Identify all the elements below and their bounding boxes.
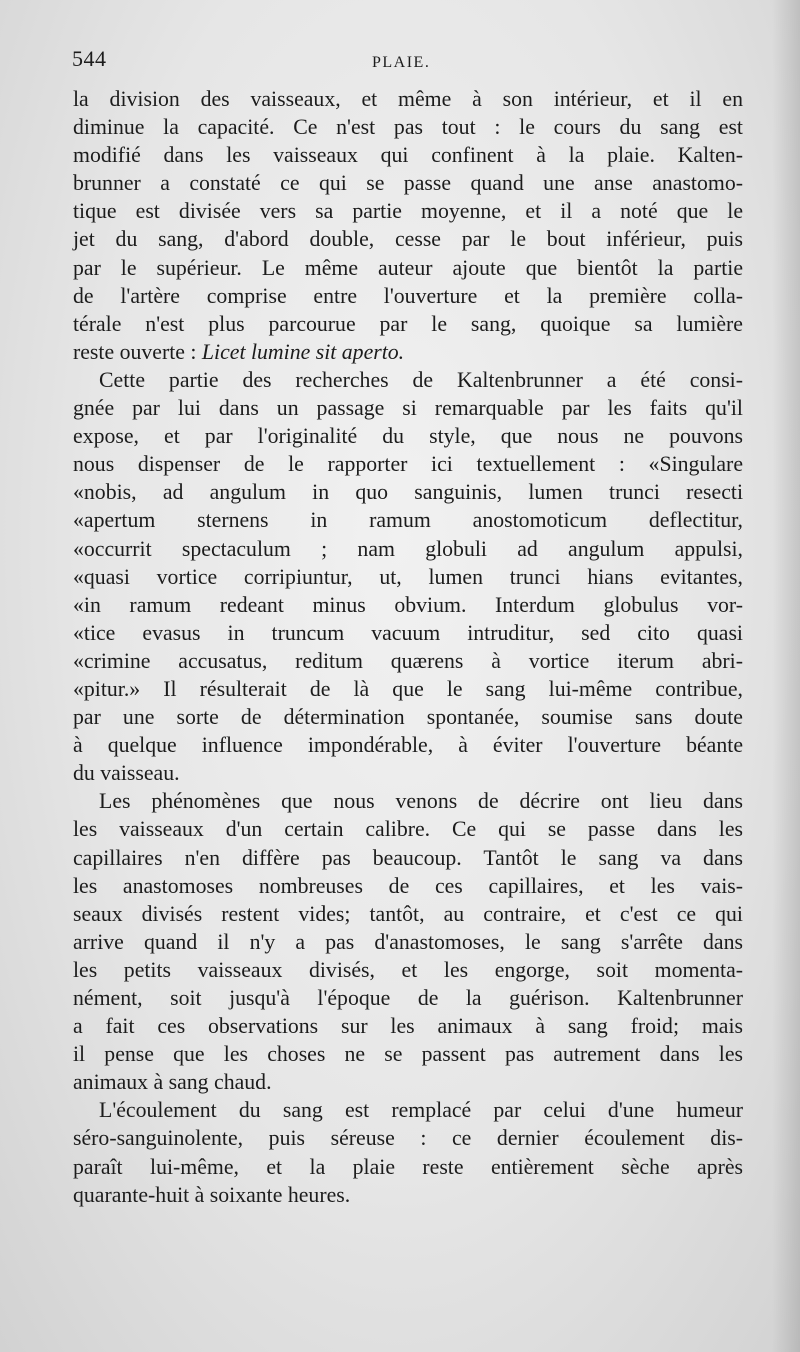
text-line: les anastomoses nombreuses de ces capillaires, et les vais- [73, 873, 743, 898]
text-line: a fait ces observations sur les animaux à sang froid; mais [73, 1014, 743, 1039]
latin-quotation: Licet lumine sit aperto. [201, 339, 405, 364]
text-line: L'écoulement du sang est remplacé par celui d'une humeur [99, 1098, 743, 1123]
text-line: «tice evasus in truncum vacuum intruditur, sed cito quasi [73, 620, 743, 645]
text-line: animaux à sang chaud. [73, 1070, 272, 1095]
paragraph-2 [73, 366, 743, 787]
paragraph-1 [73, 85, 743, 366]
text-line: Les phénomènes que nous venons de décrire ont lieu dans [99, 789, 743, 814]
text-line: les vaisseaux d'un certain calibre. Ce qui se passe dans les [73, 817, 743, 842]
text-line: diminue la capacité. Ce n'est pas tout : le cours du sang est [73, 115, 743, 140]
page-edge-shadow [772, 0, 800, 1352]
text-line: à quelque influence impondérable, à éviter l'ouverture béante [73, 733, 743, 758]
text-line: capillaires n'en diffère pas beaucoup. Tantôt le sang va dans [73, 845, 743, 870]
text-line: Cette partie des recherches de Kaltenbrunner a été consi- [99, 367, 743, 392]
body-text [73, 85, 743, 1209]
text-line: «nobis, ad angulum in quo sanguinis, lumen trunci resecti [73, 480, 743, 505]
text-line: «quasi vortice corripiuntur, ut, lumen trunci hians evitantes, [73, 564, 743, 589]
text-line: quarante-huit à soixante heures. [73, 1182, 351, 1207]
text-line: il pense que les choses ne se passent pas autrement dans les [73, 1042, 743, 1067]
text-line: arrive quand il n'y a pas d'anastomoses, le sang s'arrête dans [73, 929, 743, 954]
page-number: 544 [72, 46, 107, 71]
text-line: «crimine accusatus, reditum quærens à vortice iterum abri- [73, 648, 743, 673]
text-line: térale n'est plus parcourue par le sang, quoique sa lumière [73, 311, 743, 336]
text-line: du vaisseau. [73, 761, 180, 786]
text-line: modifié dans les vaisseaux qui confinent à la plaie. Kalten- [73, 143, 743, 168]
text-line: séro-sanguinolente, puis séreuse : ce dernier écoulement dis- [73, 1126, 743, 1151]
text-line: paraît lui-même, et la plaie reste entièrement sèche après [73, 1154, 743, 1179]
paragraph-3 [73, 787, 743, 1096]
text-line [73, 338, 743, 366]
text-line: la division des vaisseaux, et même à son intérieur, et il en [73, 87, 743, 111]
text-line: «in ramum redeant minus obvium. Interdum globulus vor- [73, 592, 743, 617]
text-line: de l'artère comprise entre l'ouverture et la première colla- [73, 283, 743, 308]
text-line: tique est divisée vers sa partie moyenne, et il a noté que le [73, 199, 743, 224]
paragraph-4 [73, 1096, 743, 1208]
text-line: gnée par lui dans un passage si remarquable par les faits qu'il [73, 396, 743, 421]
text-line: nous dispenser de le rapporter ici textuellement : «Singulare [73, 452, 743, 477]
running-head: PLAIE. [372, 54, 431, 71]
text-line: les petits vaisseaux divisés, et les engorge, soit momenta- [73, 957, 743, 982]
text-line: «apertum sternens in ramum anostomoticum deflectitur, [73, 508, 743, 533]
text-line: «pitur.» Il résulterait de là que le sang lui-même contribue, [73, 676, 743, 701]
page-header [72, 46, 742, 76]
text-line: seaux divisés restent vides; tantôt, au contraire, et c'est ce qui [73, 901, 743, 926]
text-line: nément, soit jusqu'à l'époque de la guérison. Kaltenbrunner [73, 986, 743, 1010]
text-line: expose, et par l'originalité du style, que nous ne pouvons [73, 424, 743, 449]
text-line: «occurrit spectaculum ; nam globuli ad angulum appulsi, [73, 536, 743, 561]
text-line: par une sorte de détermination spontanée, soumise sans doute [73, 705, 743, 730]
text-line: par le supérieur. Le même auteur ajoute que bientôt la partie [73, 255, 743, 280]
text-line: jet du sang, d'abord double, cesse par le bout inférieur, puis [73, 227, 743, 252]
text-line: brunner a constaté ce qui se passe quand une anse anastomo- [73, 171, 743, 196]
text-line-prefix: reste ouverte : [73, 339, 202, 364]
